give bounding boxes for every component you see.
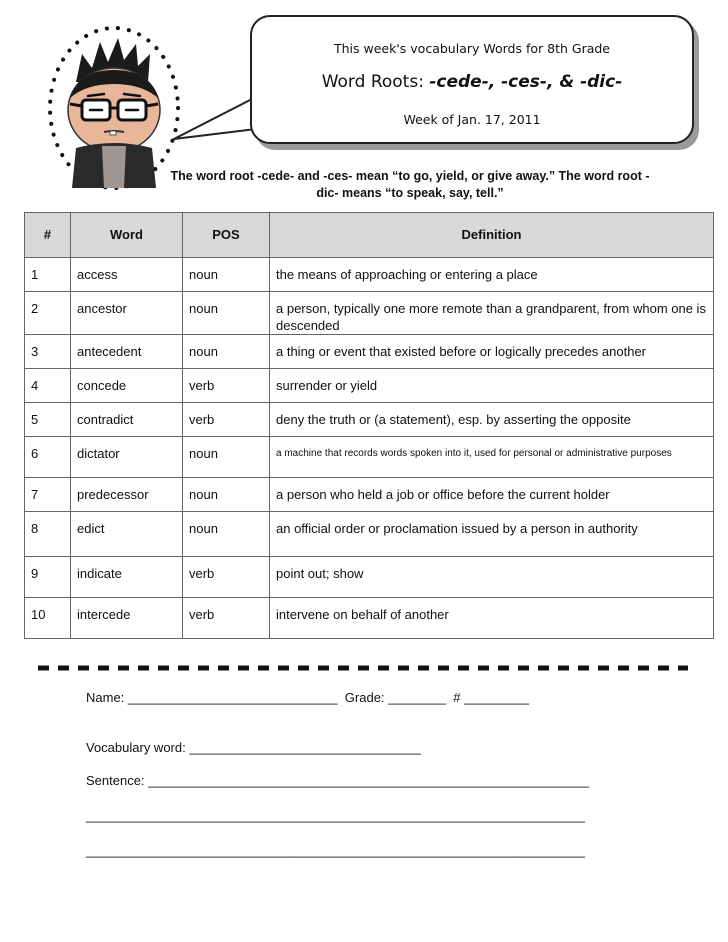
bubble-title-line: This week's vocabulary Words for 8th Grade <box>334 41 610 56</box>
table-row <box>25 369 714 403</box>
table-row <box>25 292 714 335</box>
row-word: indicate <box>71 557 183 598</box>
row-word: predecessor <box>71 478 183 512</box>
table-row <box>25 512 714 557</box>
word-roots-prefix: Word Roots: <box>321 72 430 92</box>
row-number: 5 <box>25 403 71 437</box>
row-number: 3 <box>25 335 71 369</box>
row-definition: the means of approaching or entering a place <box>270 258 714 292</box>
header-definition: Definition <box>270 213 714 258</box>
row-pos: noun <box>183 292 270 335</box>
row-pos: noun <box>183 437 270 478</box>
row-pos: noun <box>183 258 270 292</box>
vocabulary-table <box>24 212 714 639</box>
table-row <box>25 557 714 598</box>
row-pos: verb <box>183 369 270 403</box>
row-word: contradict <box>71 403 183 437</box>
word-roots-list: -cede-, -ces-, & -dic- <box>429 72 623 92</box>
header-pos: POS <box>183 213 270 258</box>
row-definition: a person who held a job or office before the current holder <box>270 478 714 512</box>
row-definition: deny the truth or (a statement), esp. by asserting the opposite <box>270 403 714 437</box>
row-definition: a machine that records words spoken into it, used for personal or administrative purposes <box>270 437 714 478</box>
root-meaning-text: The word root -cede- and -ces- mean “to go, yield, or give away.” The word root -dic- means “to speak, say, tell.” <box>170 169 650 200</box>
row-definition: surrender or yield <box>270 369 714 403</box>
row-pos: noun <box>183 512 270 557</box>
row-pos: noun <box>183 335 270 369</box>
blank-line: _____________________________________________________________________ <box>86 808 585 823</box>
row-word: access <box>71 258 183 292</box>
row-number: 2 <box>25 292 71 335</box>
row-pos: verb <box>183 557 270 598</box>
title-speech-bubble <box>250 15 694 144</box>
bubble-word-roots-line <box>252 72 692 92</box>
row-pos: verb <box>183 403 270 437</box>
sentence-line: Sentence: _____________________________________________________________ <box>86 773 590 788</box>
blank-line: _____________________________________________________________________ <box>86 843 585 858</box>
row-definition: point out; show <box>270 557 714 598</box>
row-number: 9 <box>25 557 71 598</box>
row-definition: a person, typically one more remote than a grandparent, from whom one is descended <box>270 292 714 335</box>
row-number: 4 <box>25 369 71 403</box>
table-row <box>25 335 714 369</box>
table-row <box>25 258 714 292</box>
row-definition: an official order or proclamation issued by a person in authority <box>270 512 714 557</box>
avatar-illustration <box>44 20 184 195</box>
cut-line <box>38 664 688 672</box>
row-definition: intervene on behalf of another <box>270 598 714 639</box>
row-word: ancestor <box>71 292 183 335</box>
row-definition: a thing or event that existed before or logically precedes another <box>270 335 714 369</box>
vocabulary-word-line: Vocabulary word: ________________________________ <box>86 740 421 755</box>
row-number: 10 <box>25 598 71 639</box>
speech-bubble-tail <box>172 95 262 143</box>
table-header-row <box>25 213 714 258</box>
row-pos: verb <box>183 598 270 639</box>
row-word: antecedent <box>71 335 183 369</box>
row-word: dictator <box>71 437 183 478</box>
table-row <box>25 403 714 437</box>
bubble-week-line: Week of Jan. 17, 2011 <box>403 112 541 127</box>
row-number: 6 <box>25 437 71 478</box>
row-word: concede <box>71 369 183 403</box>
table-row <box>25 437 714 478</box>
header-number: # <box>25 213 71 258</box>
row-word: edict <box>71 512 183 557</box>
row-word: intercede <box>71 598 183 639</box>
name-grade-line: Name: _____________________________ Grade: ________ # _________ <box>86 690 530 705</box>
row-pos: noun <box>183 478 270 512</box>
teacher-avatar <box>44 20 184 195</box>
row-number: 8 <box>25 512 71 557</box>
row-number: 7 <box>25 478 71 512</box>
table-row <box>25 598 714 639</box>
row-number: 1 <box>25 258 71 292</box>
table-row <box>25 478 714 512</box>
header-word: Word <box>71 213 183 258</box>
